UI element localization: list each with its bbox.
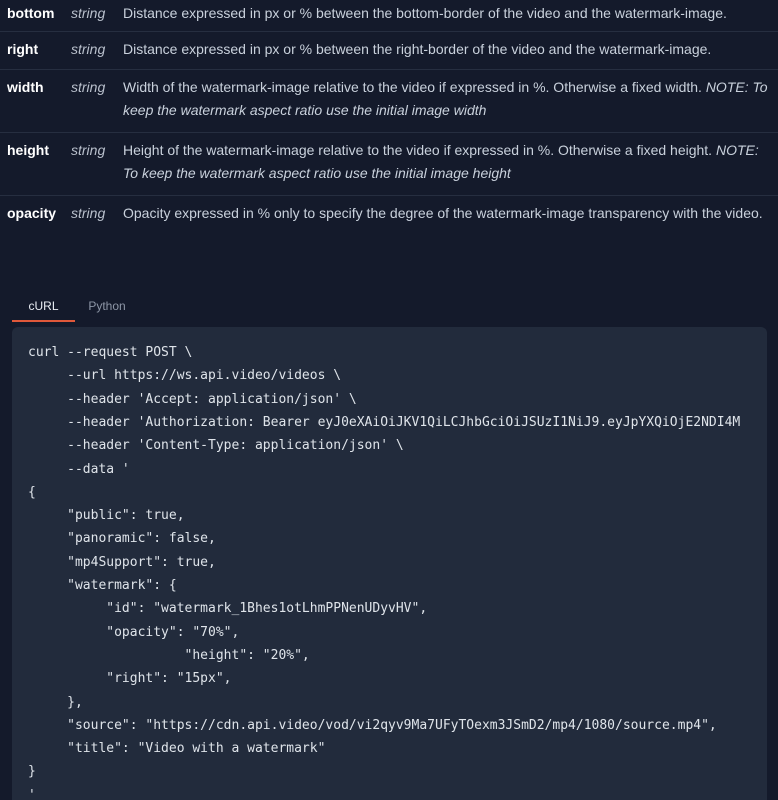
code-line: } <box>28 764 36 780</box>
param-description <box>123 202 778 262</box>
param-row-right <box>0 32 778 70</box>
param-description-text: Distance expressed in px or % between the right-border of the video and the watermark-image. <box>123 41 712 57</box>
code-line: "title": "Video with a watermark" <box>28 741 326 757</box>
param-row-width <box>0 70 778 133</box>
param-type: string <box>71 205 106 221</box>
param-type: string <box>71 41 106 57</box>
param-row-opacity <box>0 196 778 262</box>
param-note: NOTE: To keep the watermark aspect ratio use the initial image width <box>123 79 768 118</box>
param-row-height <box>0 133 778 196</box>
parameters-table <box>0 0 778 262</box>
param-description-text: Width of the watermark-image relative to the video if expressed in %. Otherwise a fixed width. <box>123 79 702 95</box>
tab-curl[interactable]: cURL <box>12 296 75 322</box>
tab-python[interactable]: Python <box>88 299 126 313</box>
code-line: --header 'Accept: application/json' \ <box>28 391 357 407</box>
code-line: "panoramic": false, <box>28 531 216 547</box>
param-name: height <box>7 142 49 158</box>
code-line: --url https://ws.api.video/videos \ <box>28 368 342 384</box>
param-description <box>123 38 778 69</box>
param-note: NOTE: To keep the watermark aspect ratio use the initial image height <box>123 142 759 181</box>
param-name: right <box>7 41 39 57</box>
param-description <box>123 139 778 195</box>
language-tabs <box>12 296 139 322</box>
param-name: bottom <box>7 5 55 21</box>
code-line: "watermark": { <box>28 578 177 593</box>
code-line: "opacity": "70%", <box>28 624 240 640</box>
param-description <box>123 2 778 31</box>
code-line: { <box>28 484 36 500</box>
param-description-text: Distance expressed in px or % between the bottom-border of the video and the watermark-image. <box>123 5 727 21</box>
param-type: string <box>71 142 106 158</box>
param-name: opacity <box>7 205 57 221</box>
param-row-bottom <box>0 0 778 32</box>
code-line: "mp4Support": true, <box>28 554 216 570</box>
code-line: "source": "https://cdn.api.video/vod/vi2qyv9Ma7UFyTOexm3JSmD2/mp4/1080/source.mp4", <box>28 717 717 733</box>
code-line: ' <box>28 787 36 800</box>
code-line: "height": "20%", <box>28 647 310 663</box>
param-type: string <box>71 79 106 95</box>
code-line: "id": "watermark_1Bhes1otLhmPPNenUDyvHV", <box>28 601 428 617</box>
param-type: string <box>71 5 106 21</box>
code-line: --header 'Authorization: Bearer eyJ0eXAiOiJKV1QiLCJhbGciOiJSUzI1NiJ9.eyJpYXQiOjE2NDI4M <box>28 414 741 430</box>
code-line: "public": true, <box>28 508 185 524</box>
code-line: --data ' <box>28 461 130 477</box>
param-name: width <box>7 79 44 95</box>
param-description-text: Height of the watermark-image relative to the video if expressed in %. Otherwise a fixed height. <box>123 142 713 158</box>
param-description <box>123 76 778 132</box>
code-line: "right": "15px", <box>28 671 232 687</box>
code-line: --header 'Content-Type: application/json' \ <box>28 438 404 454</box>
param-description-text: Opacity expressed in % only to specify the degree of the watermark-image transparency with the video. <box>123 205 763 221</box>
code-block[interactable] <box>12 327 767 800</box>
code-line: }, <box>28 694 83 710</box>
code-line: curl --request POST \ <box>28 345 193 360</box>
